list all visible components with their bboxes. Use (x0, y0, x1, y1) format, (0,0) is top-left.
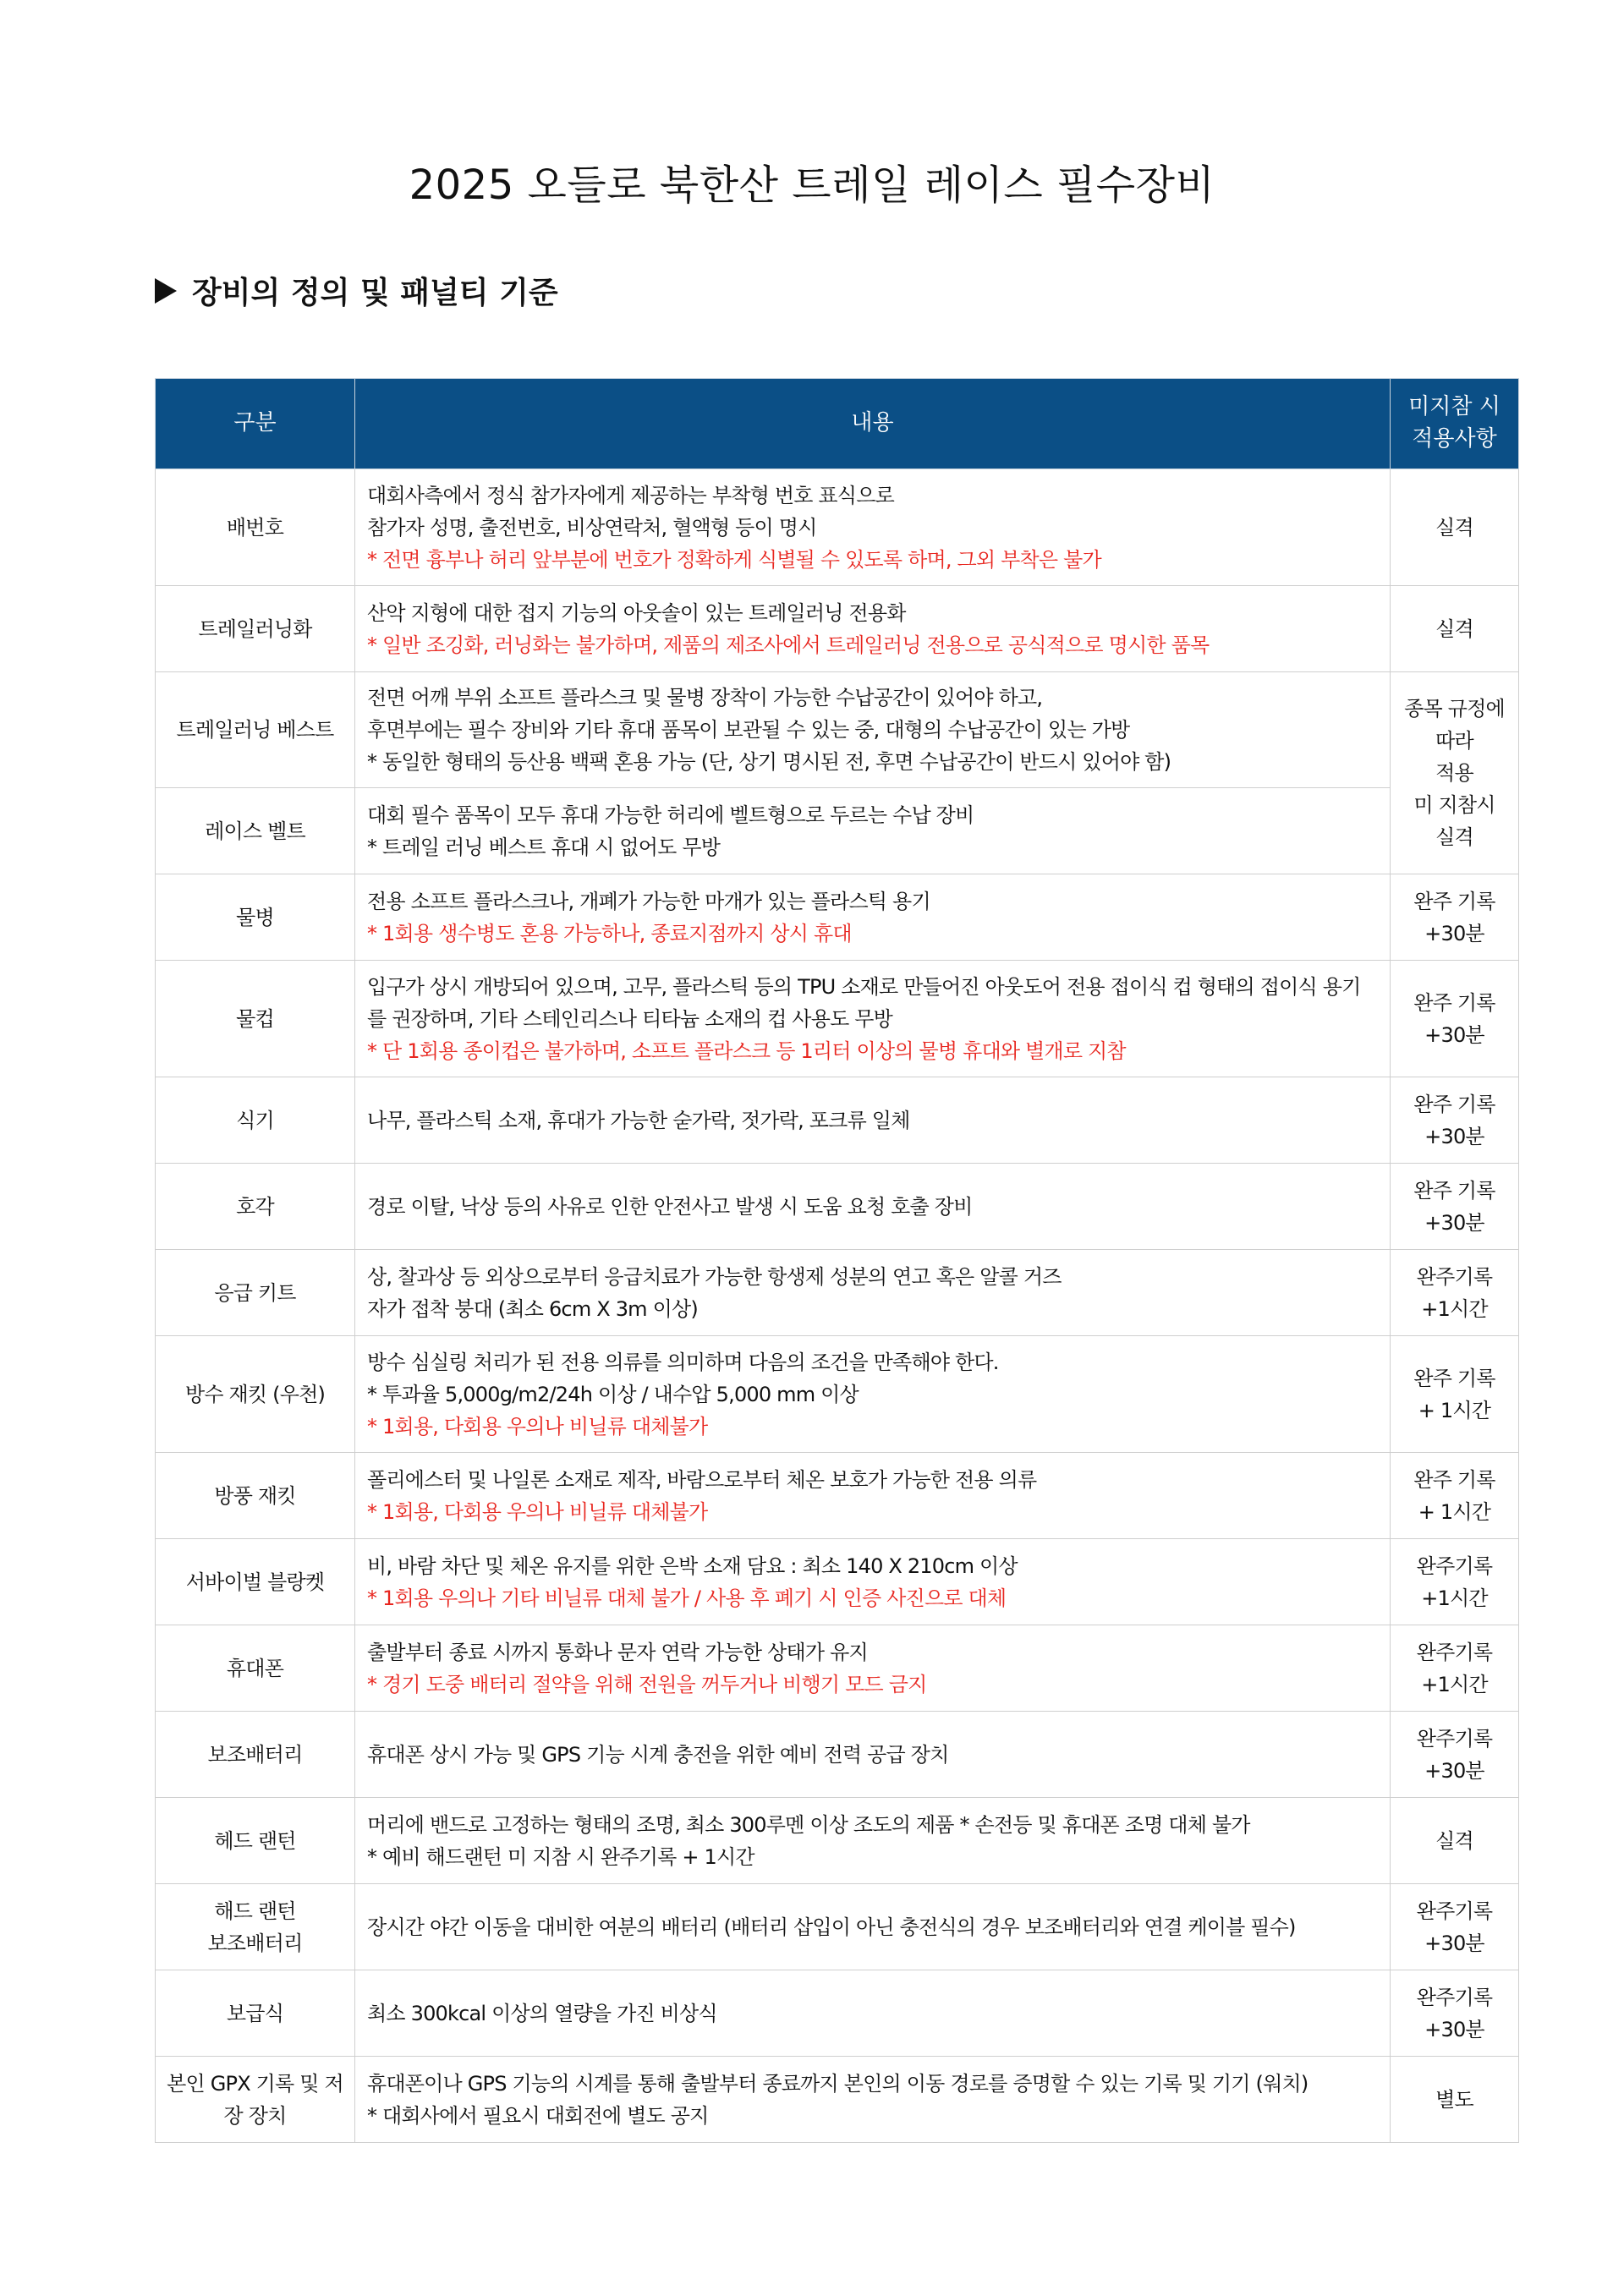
header-category: 구분 (156, 379, 355, 469)
content-line: * 예비 해드랜턴 미 지참 시 완주기록 + 1시간 (367, 1844, 754, 1869)
row-content (355, 1539, 1391, 1625)
content-line: 후면부에는 필수 장비와 기타 휴대 품목이 보관될 수 있는 중, 대형의 수납공간이 있는 가방 (367, 718, 1130, 742)
highlight-note: * 1회용 생수병도 혼용 가능하나, 종료지점까지 상시 휴대 (367, 921, 852, 945)
penalty-line: 따라 (1435, 729, 1473, 753)
section-heading (155, 269, 558, 312)
table-row (156, 961, 1519, 1077)
row-penalty (1391, 1336, 1519, 1453)
penalty-line: 완주 기록 (1413, 1178, 1495, 1203)
penalty-line: + 1시간 (1418, 1398, 1491, 1422)
row-category (156, 1336, 355, 1453)
header-penalty-line: 적용사항 (1412, 426, 1497, 452)
category-line: 장 장치 (223, 2103, 287, 2128)
table-row (156, 2057, 1519, 2143)
highlight-note: * 경기 도중 배터리 절약을 위해 전원을 꺼두거나 비행기 모드 금지 (367, 1672, 927, 1696)
table-body (156, 469, 1519, 2143)
row-penalty (1391, 1164, 1519, 1250)
penalty-line: 완주 기록 (1413, 1366, 1495, 1390)
category-line: 본인 GPX 기록 및 저 (167, 2071, 343, 2096)
content-line: * 대회사에서 필요시 대회전에 별도 공지 (367, 2103, 709, 2128)
category-line: 방수 재킷 (우천) (184, 1382, 326, 1406)
row-category (156, 1712, 355, 1798)
content-line: 전용 소프트 플라스크나, 개폐가 가능한 마개가 있는 플라스틱 용기 (367, 889, 930, 913)
row-content (355, 1453, 1391, 1539)
content-line: 출발부터 종료 시까지 통화나 문자 연락 가능한 상태가 유지 (367, 1640, 868, 1664)
row-category (156, 1884, 355, 1970)
penalty-line: +30분 (1424, 2017, 1484, 2041)
penalty-line: +30분 (1424, 1210, 1484, 1235)
category-line: 레이스 벨트 (205, 819, 305, 843)
table-row (156, 1336, 1519, 1453)
header-penalty-line: 미지참 시 (1408, 394, 1501, 420)
penalty-line: 미 지참시 (1413, 793, 1495, 817)
penalty-line: + 1시간 (1418, 1499, 1491, 1524)
content-line: 입구가 상시 개방되어 있으며, 고무, 플라스틱 등의 TPU 소재로 만들어진 아웃도어 전용 접이식 컵 형태의 접이식 용기를 권장하며, 기타 스테인리스나 티타늄 소재의 컵 사용도 무방 (367, 974, 1361, 1031)
row-category (156, 874, 355, 961)
table-row (156, 874, 1519, 961)
row-content (355, 672, 1391, 788)
penalty-line: +1시간 (1421, 1586, 1488, 1610)
row-penalty (1391, 672, 1519, 874)
category-line: 휴대폰 (226, 1656, 284, 1680)
penalty-line: 실격 (1435, 616, 1473, 641)
row-category (156, 672, 355, 788)
row-content (355, 1336, 1391, 1453)
table-row (156, 1250, 1519, 1336)
row-penalty (1391, 469, 1519, 586)
row-category (156, 1250, 355, 1336)
table-row (156, 1798, 1519, 1884)
row-category (156, 2057, 355, 2143)
row-penalty (1391, 1625, 1519, 1712)
category-line: 물컵 (236, 1006, 274, 1031)
category-line: 서바이벌 블랑켓 (185, 1570, 325, 1594)
category-line: 호각 (236, 1194, 274, 1219)
category-line: 배번호 (226, 515, 284, 540)
row-content (355, 1077, 1391, 1164)
content-line: 장시간 야간 이동을 대비한 여분의 배터리 (배터리 삽입이 아닌 충전식의 경우 보조배터리와 연결 케이블 필수) (367, 1915, 1296, 1939)
highlight-note: * 1회용, 다회용 우의나 비닐류 대체불가 (367, 1499, 708, 1524)
penalty-line: 완주 기록 (1413, 990, 1495, 1015)
penalty-line: 완주 기록 (1413, 1092, 1495, 1116)
row-category (156, 1539, 355, 1625)
penalty-line: +30분 (1424, 921, 1484, 945)
content-line: 비, 바람 차단 및 체온 유지를 위한 은박 소재 담요 : 최소 140 X 210cm 이상 (367, 1553, 1018, 1578)
penalty-line: 완주 기록 (1413, 889, 1495, 913)
penalty-line: 별도 (1435, 2087, 1473, 2112)
content-line: * 동일한 형태의 등산용 백팩 혼용 가능 (단, 상기 명시된 전, 후면 수납공간이 반드시 있어야 함) (367, 750, 1171, 774)
category-line: 보조배터리 (207, 1931, 303, 1955)
table-row (156, 1164, 1519, 1250)
penalty-line: 적용 (1435, 761, 1473, 785)
row-penalty (1391, 874, 1519, 961)
penalty-line: +1시간 (1421, 1672, 1488, 1696)
category-line: 해드 랜턴 (214, 1899, 296, 1923)
penalty-line: 종목 규정에 (1404, 697, 1505, 721)
equipment-table (155, 378, 1519, 2143)
row-category (156, 586, 355, 672)
row-category (156, 788, 355, 874)
category-line: 보조배터리 (207, 1742, 303, 1767)
penalty-line: 완주기록 (1416, 1553, 1493, 1578)
header-content: 내용 (355, 379, 1391, 469)
content-line: 대회 필수 품목이 모두 휴대 가능한 허리에 벨트형으로 두르는 수납 장비 (367, 803, 974, 827)
table-row (156, 1625, 1519, 1712)
row-content (355, 1970, 1391, 2057)
row-penalty (1391, 1884, 1519, 1970)
row-penalty (1391, 1077, 1519, 1164)
content-line: 상, 찰과상 등 외상으로부터 응급치료가 가능한 항생제 성분의 연고 혹은 알콜 거즈 (367, 1264, 1062, 1289)
table-row (156, 1712, 1519, 1798)
content-line: 폴리에스터 및 나일론 소재로 제작, 바람으로부터 체온 보호가 가능한 전용 의류 (367, 1467, 1037, 1492)
content-line: 산악 지형에 대한 접지 기능의 아웃솔이 있는 트레일러닝 전용화 (367, 600, 906, 625)
row-content (355, 1164, 1391, 1250)
content-line: 최소 300kcal 이상의 열량을 가진 비상식 (367, 2001, 717, 2025)
table-row (156, 672, 1519, 788)
category-line: 트레일러닝 베스트 (176, 718, 334, 742)
penalty-line: 완주 기록 (1413, 1467, 1495, 1492)
category-line: 헤드 랜턴 (214, 1828, 296, 1853)
table-row (156, 1884, 1519, 1970)
content-line: * 투과율 5,000g/m2/24h 이상 / 내수압 5,000 mm 이상 (367, 1382, 859, 1406)
row-category (156, 1453, 355, 1539)
row-category (156, 1164, 355, 1250)
row-category (156, 961, 355, 1077)
row-penalty (1391, 1970, 1519, 2057)
row-penalty (1391, 586, 1519, 672)
table-row (156, 1077, 1519, 1164)
penalty-line: +1시간 (1421, 1296, 1488, 1321)
content-line: 전면 어깨 부위 소프트 플라스크 및 물병 장착이 가능한 수납공간이 있어야 하고, (367, 686, 1043, 710)
penalty-line: 완주기록 (1416, 1726, 1493, 1751)
row-content (355, 1798, 1391, 1884)
row-category (156, 1970, 355, 2057)
table-row (156, 1453, 1519, 1539)
triangle-right-icon (155, 278, 177, 304)
table-row (156, 788, 1519, 874)
category-line: 식기 (236, 1108, 274, 1132)
content-line: 휴대폰 상시 가능 및 GPS 기능 시계 충전을 위한 예비 전력 공급 장치 (367, 1742, 949, 1767)
row-penalty (1391, 1250, 1519, 1336)
section-title: 장비의 정의 및 패널티 기준 (192, 276, 558, 310)
content-line: 참가자 성명, 출전번호, 비상연락처, 혈액형 등이 명시 (367, 515, 817, 540)
row-content (355, 1712, 1391, 1798)
category-line: 물병 (236, 905, 274, 929)
content-line: 경로 이탈, 낙상 등의 사유로 인한 안전사고 발생 시 도움 요청 호출 장비 (367, 1194, 973, 1219)
row-penalty (1391, 1798, 1519, 1884)
highlight-note: * 일반 조깅화, 러닝화는 불가하며, 제품의 제조사에서 트레일러닝 전용으로 공식적으로 명시한 품목 (367, 633, 1210, 657)
row-category (156, 1798, 355, 1884)
highlight-note: * 전면 흉부나 허리 앞부분에 번호가 정확하게 식별될 수 있도록 하며, 그외 부착은 불가 (367, 547, 1101, 572)
penalty-line: +30분 (1424, 1022, 1484, 1047)
row-content (355, 1884, 1391, 1970)
row-category (156, 1625, 355, 1712)
table-row (156, 1970, 1519, 2057)
penalty-line: +30분 (1424, 1124, 1484, 1148)
row-content (355, 1250, 1391, 1336)
row-penalty (1391, 2057, 1519, 2143)
page-title: 2025 오들로 북한산 트레일 레이스 필수장비 (409, 162, 1215, 209)
row-category (156, 1077, 355, 1164)
row-content (355, 788, 1391, 874)
content-line: 나무, 플라스틱 소재, 휴대가 가능한 숟가락, 젓가락, 포크류 일체 (367, 1108, 910, 1132)
row-penalty (1391, 1539, 1519, 1625)
category-line: 방풍 재킷 (214, 1483, 296, 1508)
row-content (355, 469, 1391, 586)
penalty-line: +30분 (1424, 1931, 1484, 1955)
content-line: 방수 심실링 처리가 된 전용 의류를 의미하며 다음의 조건을 만족해야 한다. (367, 1350, 999, 1374)
penalty-line: +30분 (1424, 1758, 1484, 1783)
penalty-line: 완주기록 (1416, 1640, 1493, 1664)
penalty-line: 실격 (1435, 1828, 1473, 1853)
content-line: 대회사측에서 정식 참가자에게 제공하는 부착형 번호 표식으로 (367, 483, 894, 507)
penalty-line: 실격 (1435, 515, 1473, 540)
highlight-note: * 단 1회용 종이컵은 불가하며, 소프트 플라스크 등 1리터 이상의 물병 휴대와 별개로 지참 (367, 1038, 1126, 1063)
content-line: 휴대폰이나 GPS 기능의 시계를 통해 출발부터 종료까지 본인의 이동 경로를 증명할 수 있는 기록 및 기기 (워치) (367, 2071, 1309, 2096)
row-penalty (1391, 1712, 1519, 1798)
row-content (355, 1625, 1391, 1712)
category-line: 보급식 (226, 2001, 284, 2025)
row-penalty (1391, 1453, 1519, 1539)
row-content (355, 586, 1391, 672)
row-penalty (1391, 961, 1519, 1077)
table-row (156, 586, 1519, 672)
category-line: 트레일러닝화 (198, 616, 312, 641)
penalty-line: 완주기록 (1416, 1264, 1493, 1289)
content-line: 머리에 밴드로 고정하는 형태의 조명, 최소 300루멘 이상 조도의 제품 * 손전등 및 휴대폰 조명 대체 불가 (367, 1812, 1250, 1837)
row-content (355, 961, 1391, 1077)
content-line: 자가 접착 붕대 (최소 6cm X 3m 이상) (367, 1296, 698, 1321)
penalty-line: 완주기록 (1416, 1985, 1493, 2009)
penalty-line: 실격 (1435, 825, 1473, 849)
highlight-note: * 1회용, 다회용 우의나 비닐류 대체불가 (367, 1414, 708, 1438)
table-header-row (156, 379, 1519, 469)
row-category (156, 469, 355, 586)
content-line: * 트레일 러닝 베스트 휴대 시 없어도 무방 (367, 835, 721, 859)
table-row (156, 469, 1519, 586)
header-penalty (1391, 379, 1519, 469)
row-content (355, 2057, 1391, 2143)
highlight-note: * 1회용 우의나 기타 비닐류 대체 불가 / 사용 후 폐기 시 인증 사진으로 대체 (367, 1586, 1007, 1610)
row-content (355, 874, 1391, 961)
penalty-line: 완주기록 (1416, 1899, 1493, 1923)
category-line: 응급 키트 (214, 1280, 296, 1305)
table-row (156, 1539, 1519, 1625)
